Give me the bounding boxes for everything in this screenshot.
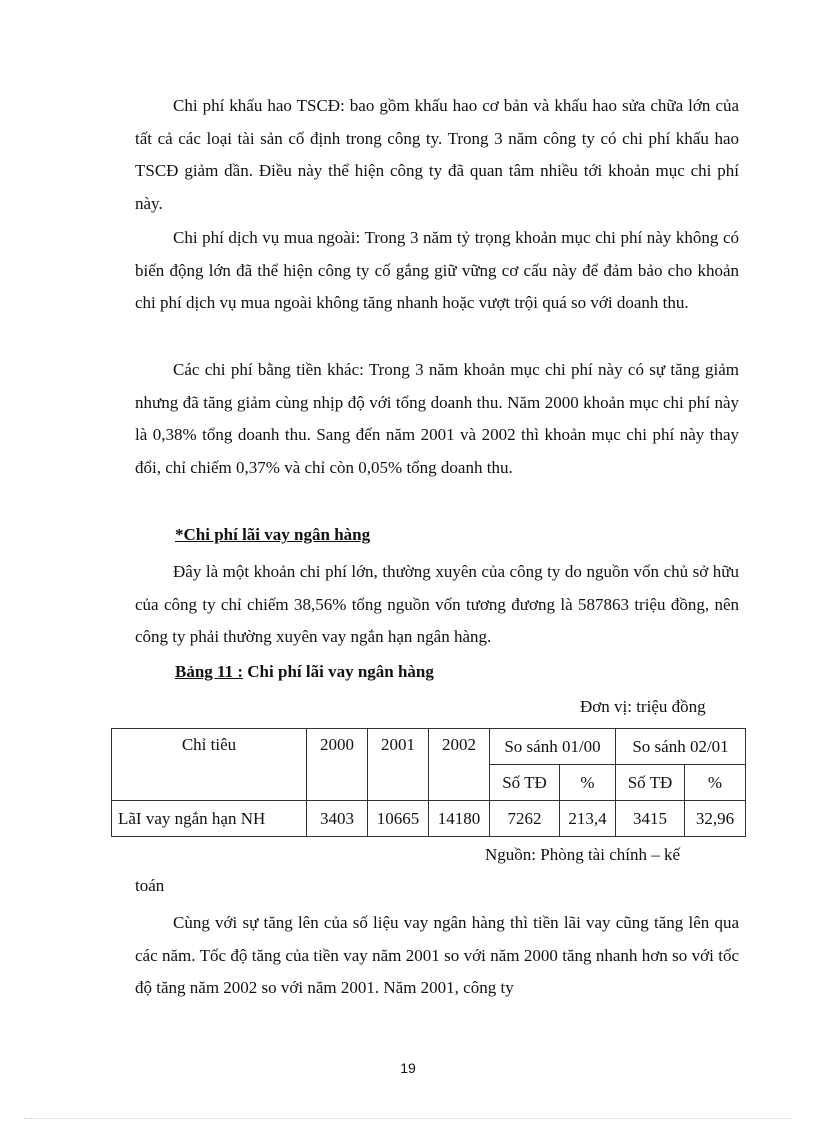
paragraph-depreciation: Chi phí khấu hao TSCĐ: bao gồm khấu hao cơ bản và khấu hao sửa chữa lớn của tất cả các loại tài sản cố định trong công ty. Trong 3 năm công ty có chi phí khấu hao TSCĐ giảm dần. Điều này thể hiện công ty đã quan tâm nhiều tới khoản mục chi phí này. <box>135 96 739 213</box>
cell-pct-1: 213,4 <box>560 801 616 837</box>
header-2001: 2001 <box>368 729 429 801</box>
header-compare-02-01: So sánh 02/01 <box>616 729 746 765</box>
table-header-row <box>112 729 746 765</box>
cell-abs-2: 3415 <box>616 801 685 837</box>
subheader-abs-1: Số TĐ <box>490 765 560 801</box>
paragraph-other-cash-expenses: Các chi phí bằng tiền khác: Trong 3 năm khoản mục chi phí này có sự tăng giảm nhưng đã tăng giảm cùng nhịp độ với tổng doanh thu. Năm 2000 khoản mục chi phí này là 0,38% tổng doanh thu. Sang đến năm 2001 và 2002 thì khoản mục chi phí này thay đổi, chỉ chiếm 0,37% và chỉ còn 0,05% tổng doanh thu. <box>135 360 739 477</box>
page-number: 19 <box>400 1060 416 1076</box>
cell-2000: 3403 <box>307 801 368 837</box>
cell-name: LãI vay ngắn hạn NH <box>112 801 307 837</box>
header-2002: 2002 <box>429 729 490 801</box>
unit-label: Đơn vị: triệu đồng <box>580 697 706 716</box>
header-2000: 2000 <box>307 729 368 801</box>
section-heading: *Chi phí lãi vay ngân hàng <box>175 525 371 544</box>
table-caption-title: Chi phí lãi vay ngân hàng <box>243 662 434 681</box>
subheader-pct-2: % <box>685 765 746 801</box>
source-note-continued: toán <box>135 876 165 895</box>
cell-2001: 10665 <box>368 801 429 837</box>
subheader-abs-2: Số TĐ <box>616 765 685 801</box>
paragraph-bank-interest: Đây là một khoản chi phí lớn, thường xuyên của công ty do nguồn vốn chủ sở hữu của công ty chỉ chiếm 38,56% tổng nguồn vốn tương đương là 587863 triệu đồng, nên công ty phải thường xuyên vay ngắn hạn ngân hàng. <box>135 562 739 646</box>
cell-pct-2: 32,96 <box>685 801 746 837</box>
cell-2002: 14180 <box>429 801 490 837</box>
table-row <box>112 801 746 837</box>
interest-table <box>111 728 746 837</box>
paragraph-outsourced-services: Chi phí dịch vụ mua ngoài: Trong 3 năm tỷ trọng khoản mục chi phí này không có biến động lớn đã thể hiện công ty cố gắng giữ vững cơ cấu này để đảm bảo cho khoản chi phí dịch vụ mua ngoài không tăng nhanh hoặc vượt trội quá so với doanh thu. <box>135 228 739 312</box>
table-caption <box>175 662 434 682</box>
header-indicator: Chỉ tiêu <box>112 729 307 801</box>
cell-abs-1: 7262 <box>490 801 560 837</box>
source-note: Nguồn: Phòng tài chính – kế <box>485 845 681 864</box>
subheader-pct-1: % <box>560 765 616 801</box>
paragraph-interest-growth: Cùng với sự tăng lên của số liệu vay ngân hàng thì tiền lãi vay cũng tăng lên qua các năm. Tốc độ tăng của tiền vay năm 2001 so với năm 2000 tăng nhanh hơn so với tốc độ tăng năm 2002 so với năm 2001. Năm 2001, công ty <box>135 913 739 997</box>
header-compare-01-00: So sánh 01/00 <box>490 729 616 765</box>
footer-divider <box>24 1118 792 1119</box>
table-caption-label: Bảng 11 : <box>175 662 244 681</box>
